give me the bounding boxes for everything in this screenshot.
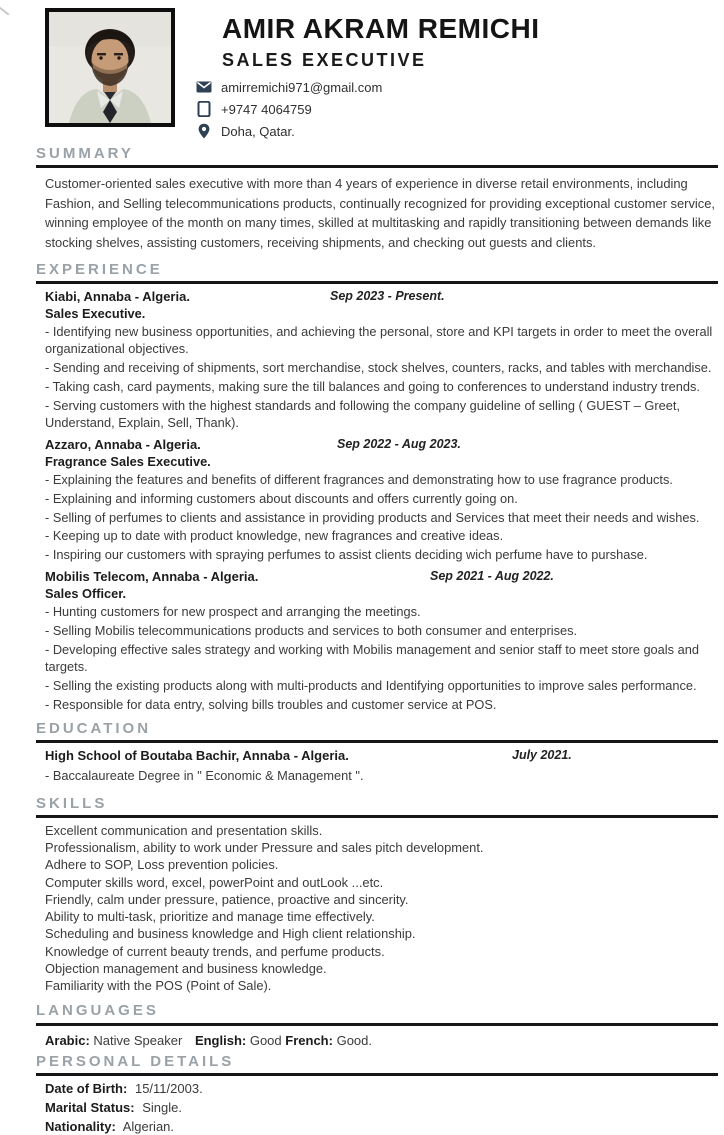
section-rule [36, 281, 718, 284]
language-label: French: [285, 1032, 333, 1048]
skill-item: Computer skills word, excel, powerPoint and outLook ...etc. [45, 874, 384, 890]
job-bullet: - Developing effective sales strategy and working with Mobilis management and senior staff to meet store goals and targets. [45, 642, 699, 675]
job-bullet: - Hunting customers for new prospect and arranging the meetings. [45, 604, 421, 620]
company-name: Azzaro, Annaba - Algeria. [45, 436, 201, 452]
person-name: AMIR AKRAM REMICHI [222, 13, 540, 44]
degree-detail: - Baccalaureate Degree in " Economic & Management ". [45, 768, 364, 784]
section-rule [36, 740, 718, 743]
section-heading-experience: EXPERIENCE [36, 260, 163, 278]
job-bullet: - Inspiring our customers with spraying perfumes to assist clients deciding wich perfume have to purshase. [45, 547, 648, 563]
experience-entry [36, 569, 718, 714]
skill-item: Knowledge of current beauty trends, and perfume products. [45, 943, 385, 959]
personal-detail-row [45, 1119, 718, 1135]
school-name: High School of Boutaba Bachir, Annaba - Algeria. [45, 748, 349, 764]
company-name: Kiabi, Annaba - Algeria. [45, 288, 190, 304]
skill-item: Familiarity with the POS (Point of Sale). [45, 978, 272, 994]
job-bullet: - Sending and receiving of shipments, sort merchandise, stock shelves, counters, racks, and tables with merchandise. [45, 359, 712, 375]
skill-item: Adhere to SOP, Loss prevention policies. [45, 857, 279, 873]
job-bullet: - Selling Mobilis telecommunications products and services to both consumer and enterprises. [45, 623, 578, 639]
skill-item: Friendly, calm under pressure, patience, proactive and sincerity. [45, 891, 409, 907]
job-bullet: - Selling of perfumes to clients and assistance in providing products and Services that meet their needs and wishes. [45, 509, 700, 525]
section-heading-personal-details: PERSONAL DETAILS [36, 1052, 235, 1070]
detail-label: Nationality: [45, 1118, 116, 1134]
contact-location [196, 123, 382, 139]
phone-text: +9747 4064759 [221, 101, 312, 117]
graduation-date: July 2021. [512, 748, 572, 763]
skill-item: Objection management and business knowledge. [45, 960, 327, 976]
section-heading-languages: LANGUAGES [36, 1002, 159, 1020]
portrait-illustration [49, 12, 171, 123]
contact-email [196, 79, 382, 95]
company-line [45, 289, 718, 305]
role-title: Sales Executive. [45, 306, 146, 322]
employment-dates: Sep 2021 - Aug 2022. [430, 569, 554, 584]
language-level: Good [249, 1032, 282, 1048]
skill-item: Professionalism, ability to work under Pressure and sales pitch development. [45, 840, 484, 856]
profile-photo [45, 8, 175, 127]
personal-detail-row [45, 1081, 718, 1098]
skill-item: Ability to multi-task, prioritize and manage time effectively. [45, 909, 375, 925]
job-bullet: - Keeping up to date with product knowledge, new fragrances and creative ideas. [45, 528, 504, 544]
detail-value: Single. [142, 1099, 182, 1115]
language-level: Good. [336, 1032, 372, 1048]
job-bullet: - Explaining and informing customers about discounts and offers currently going on. [45, 490, 518, 506]
detail-value: Algerian. [122, 1118, 175, 1134]
employment-dates: Sep 2022 - Aug 2023. [337, 436, 461, 451]
personal-detail-row [45, 1100, 718, 1117]
job-bullet: - Identifying new business opportunities, and achieving the personal, store and KPI targets in order to meet the overall organizational objectives. [45, 324, 713, 357]
job-bullet: - Taking cash, card payments, making sure the till balances and going to conferences to understand industry trends. [45, 378, 700, 394]
detail-label: Marital Status: [45, 1099, 135, 1115]
job-bullet: - Serving customers with the highest standards and following the company guideline of selling ( GUEST – Greet, Understand, Explain, Sell, Thank). [45, 397, 680, 430]
languages-line [45, 1033, 718, 1048]
skills-list [36, 823, 718, 995]
school-line [45, 748, 718, 764]
email-text: amirremichi971@gmail.com [221, 79, 383, 95]
location-text: Doha, Qatar. [221, 123, 295, 139]
job-bullets [36, 324, 718, 431]
person-job-title: SALES EXECUTIVE [222, 50, 427, 71]
summary-paragraph: Customer-oriented sales executive with more than 4 years of experience in diverse retail environments, including Fashion, and Selling telecommunications products, continually recognized for providing exceptional customer service, winning employee of the month on many times, skilled at multitasking and rapidly transitioning between demands like stocking shelves, assisting customers, receiving shipments, and checking out guests and clients. [45, 176, 715, 251]
company-line [45, 437, 718, 453]
detail-value: 15/11/2003. [134, 1080, 203, 1096]
employment-dates: Sep 2023 - Present. [330, 288, 445, 303]
language-label: English: [194, 1032, 247, 1048]
contact-list [196, 79, 382, 145]
company-name: Mobilis Telecom, Annaba - Algeria. [45, 569, 259, 585]
language-level: Native Speaker [93, 1032, 183, 1048]
scan-artifact [0, 7, 9, 16]
job-bullets [36, 604, 718, 713]
role-title: Fragrance Sales Executive. [45, 453, 211, 469]
section-heading-summary: SUMMARY [36, 145, 134, 162]
contact-phone [196, 101, 382, 117]
phone-icon [196, 101, 212, 117]
skill-item: Scheduling and business knowledge and High client relationship. [45, 926, 416, 942]
job-bullet: - Selling the existing products along with multi-products and Identifying opportunities to improve sales performance. [45, 678, 697, 693]
section-heading-skills: SKILLS [36, 794, 108, 812]
location-icon [196, 123, 212, 139]
section-rule [36, 165, 718, 168]
job-bullet: - Responsible for data entry, solving bills troubles and customer service at POS. [45, 696, 497, 712]
section-rule [36, 815, 718, 818]
section-rule [36, 1023, 718, 1026]
personal-details-list [36, 1081, 718, 1135]
job-bullet: - Explaining the features and benefits of different fragrances and demonstrating how to use fragrance products. [45, 471, 673, 487]
language-label: Arabic: [45, 1032, 90, 1048]
resume-body [36, 145, 718, 1135]
role-title: Sales Officer. [45, 586, 127, 602]
section-heading-education: EDUCATION [36, 719, 152, 737]
experience-entry [36, 289, 718, 432]
company-line [45, 569, 718, 585]
section-rule [36, 1073, 718, 1076]
email-icon [196, 79, 212, 95]
job-bullets [36, 472, 718, 564]
detail-label: Date of Birth: [45, 1080, 128, 1096]
skill-item: Excellent communication and presentation skills. [45, 822, 323, 838]
experience-entry [36, 437, 718, 565]
